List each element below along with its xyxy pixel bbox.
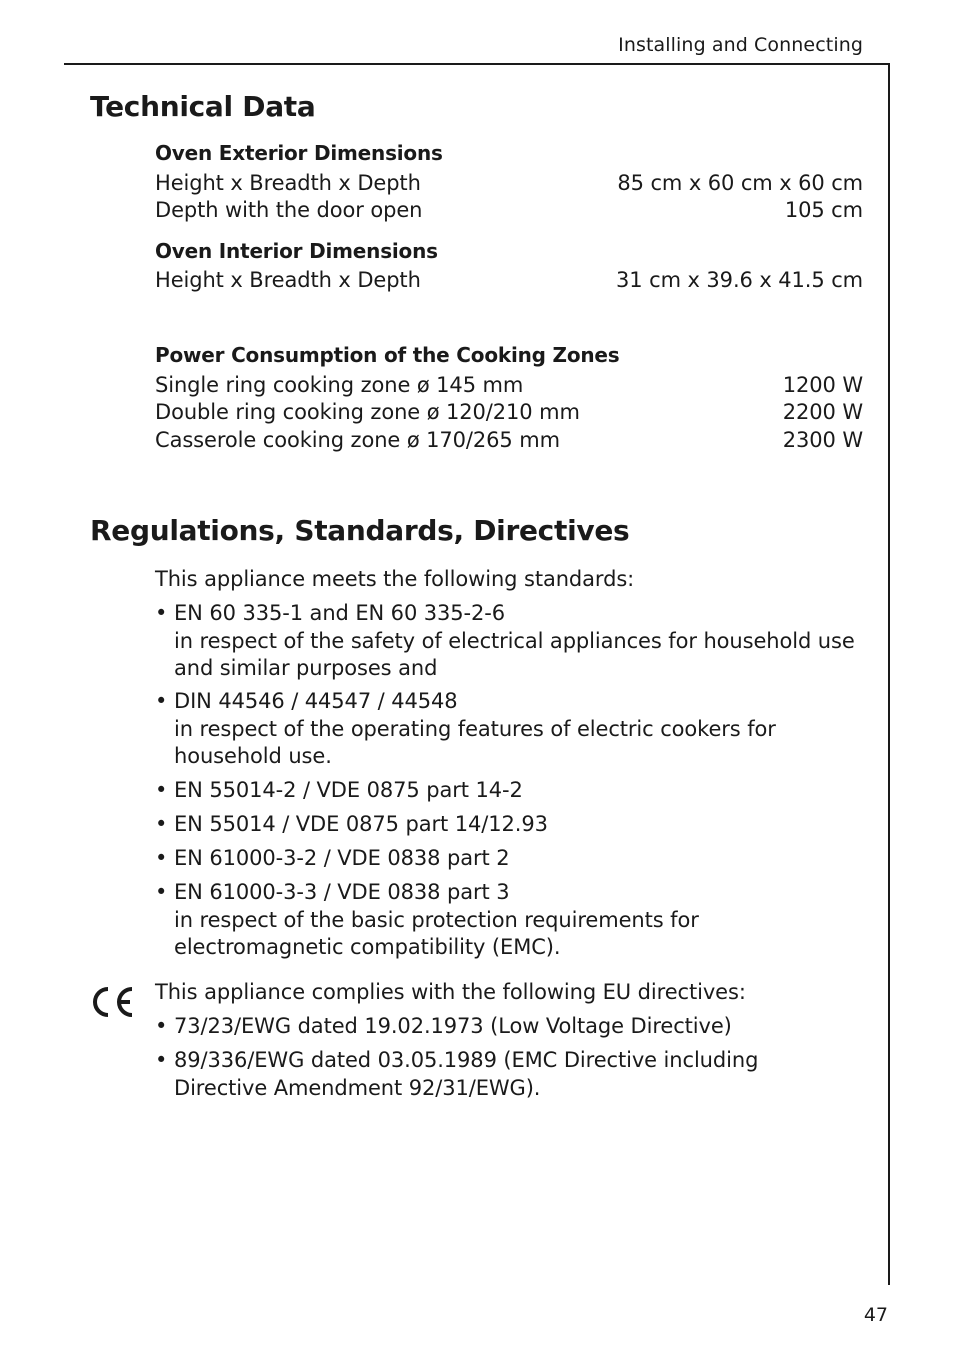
standard-description: in respect of the basic protection requirements for electromagnetic compatibility (EMC). xyxy=(174,907,699,959)
directive-text: 73/23/EWG dated 19.02.1973 (Low Voltage Directive) xyxy=(174,1014,732,1038)
list-item xyxy=(155,777,863,805)
regulations-title: Regulations, Standards, Directives xyxy=(90,514,630,547)
standard-code: DIN 44546 / 44547 / 44548 xyxy=(174,689,458,713)
spec-value: 2200 W xyxy=(782,400,863,424)
spec-label: Casserole cooking zone ø 170/265 mm xyxy=(155,428,560,452)
spec-label: Double ring cooking zone ø 120/210 mm xyxy=(155,400,580,424)
standard-code: EN 55014 / VDE 0875 part 14/12.93 xyxy=(174,812,548,836)
standard-code: EN 55014-2 / VDE 0875 part 14-2 xyxy=(174,778,523,802)
standard-code: EN 61000-3-2 / VDE 0838 part 2 xyxy=(174,846,510,870)
list-item xyxy=(155,1013,863,1041)
list-item xyxy=(155,845,863,873)
spec-row xyxy=(155,171,863,195)
bullet-point: • xyxy=(155,778,168,802)
ce-mark-icon xyxy=(88,984,136,1020)
bullet-point: • xyxy=(155,880,168,904)
directive-text: 89/336/EWG dated 03.05.1989 (EMC Directive including xyxy=(174,1048,759,1072)
spec-row xyxy=(155,373,863,397)
power-consumption-heading: Power Consumption of the Cooking Zones xyxy=(155,343,620,367)
technical-data-title: Technical Data xyxy=(90,90,316,123)
standard-code: EN 61000-3-3 / VDE 0838 part 3 xyxy=(174,880,510,904)
list-item xyxy=(155,600,863,683)
spec-label: Height x Breadth x Depth xyxy=(155,268,421,292)
standard-description: in respect of the safety of electrical appliances for household use and similar purposes and xyxy=(174,628,855,680)
list-item xyxy=(155,1047,863,1102)
bullet-point: • xyxy=(155,1048,168,1072)
page-number: 47 xyxy=(863,1304,888,1326)
list-item xyxy=(155,879,863,962)
spec-row xyxy=(155,428,863,452)
header-rule xyxy=(64,63,890,65)
spec-row xyxy=(155,198,863,222)
bullet-point: • xyxy=(155,601,168,625)
list-item xyxy=(155,811,863,839)
directive-continuation: Directive Amendment 92/31/EWG). xyxy=(174,1075,541,1100)
spec-row xyxy=(155,400,863,424)
spec-label: Depth with the door open xyxy=(155,198,423,222)
spec-value: 1200 W xyxy=(782,373,863,397)
spec-value: 105 cm xyxy=(784,198,863,222)
bullet-point: • xyxy=(155,1014,168,1038)
bullet-point: • xyxy=(155,812,168,836)
spec-value: 31 cm x 39.6 x 41.5 cm xyxy=(616,268,863,292)
exterior-dimensions-heading: Oven Exterior Dimensions xyxy=(155,141,443,165)
spec-value: 2300 W xyxy=(782,428,863,452)
spec-value: 85 cm x 60 cm x 60 cm xyxy=(617,171,863,195)
standard-description: in respect of the operating features of electric cookers for household use. xyxy=(174,716,776,768)
standards-intro: This appliance meets the following standards: xyxy=(155,567,635,591)
standard-code: EN 60 335-1 and EN 60 335-2-6 xyxy=(174,601,506,625)
spec-row xyxy=(155,268,863,292)
spec-label: Single ring cooking zone ø 145 mm xyxy=(155,373,524,397)
list-item xyxy=(155,688,863,771)
interior-dimensions-heading: Oven Interior Dimensions xyxy=(155,239,438,263)
bullet-point: • xyxy=(155,846,168,870)
margin-rule xyxy=(888,63,890,1285)
spec-label: Height x Breadth x Depth xyxy=(155,171,421,195)
bullet-point: • xyxy=(155,689,168,713)
running-header: Installing and Connecting xyxy=(618,34,863,56)
eu-directives-intro: This appliance complies with the following EU directives: xyxy=(155,980,746,1004)
